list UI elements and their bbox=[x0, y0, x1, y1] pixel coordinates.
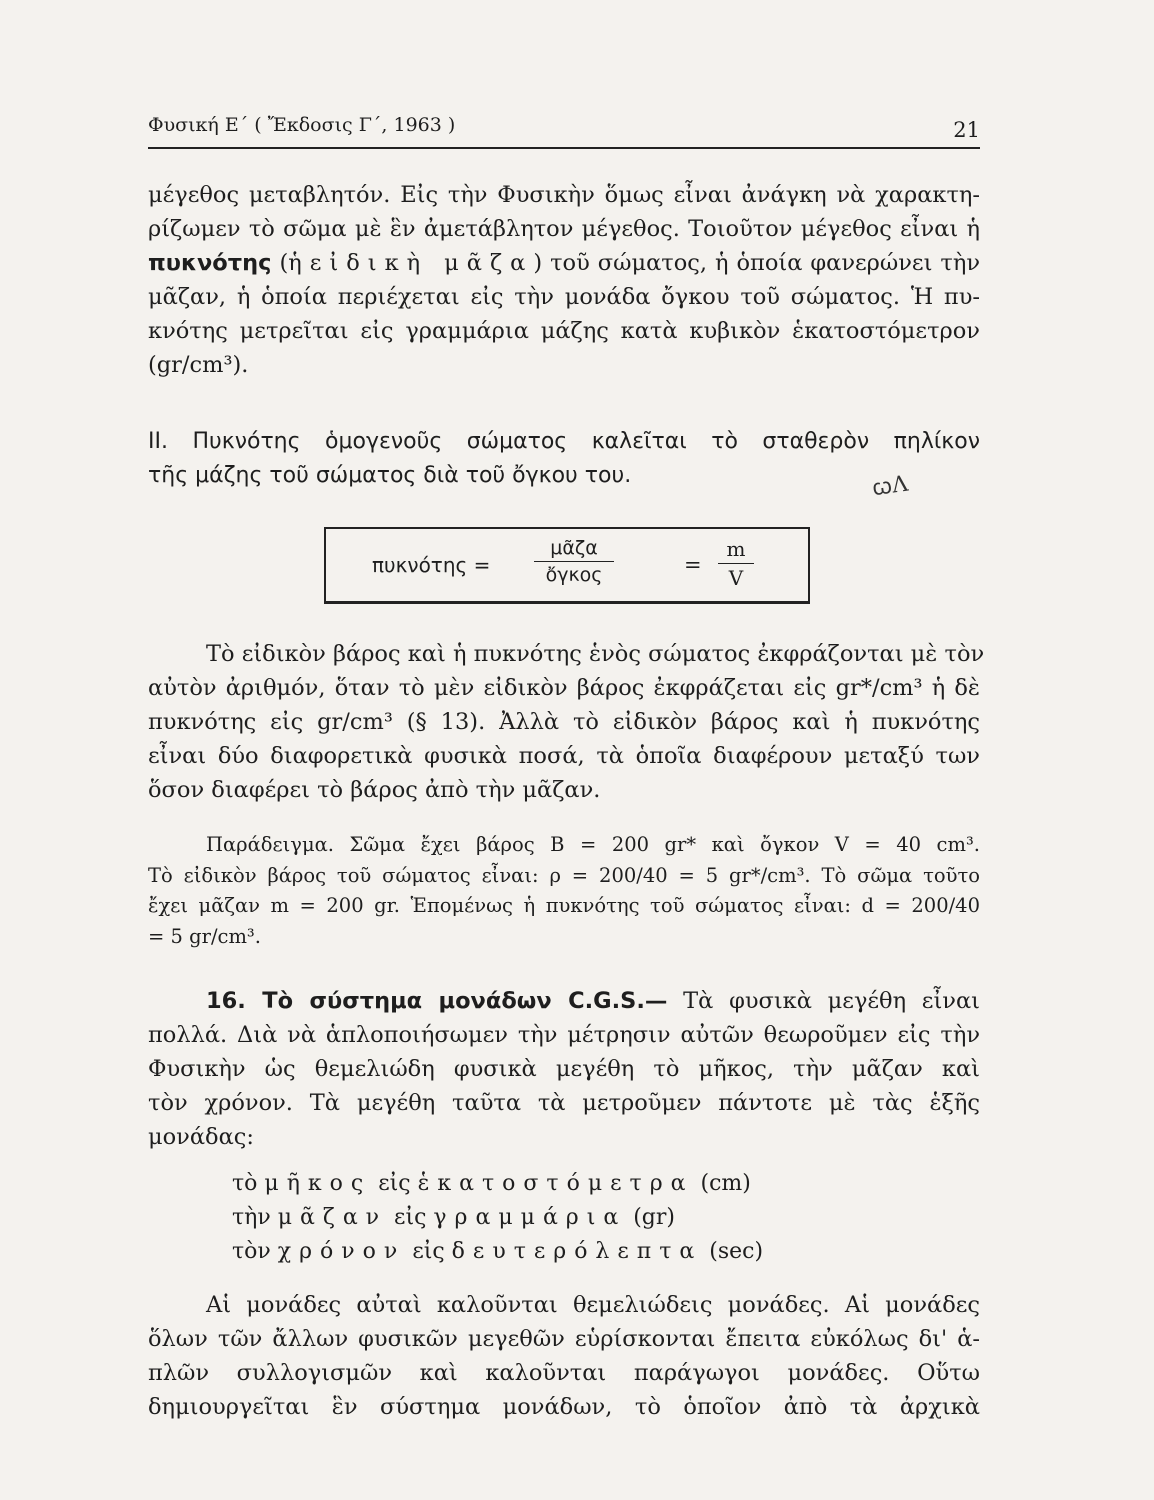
fraction-mass-volume bbox=[534, 537, 614, 586]
fraction-numerator: μᾶζα bbox=[550, 537, 598, 559]
equals-sign: = bbox=[684, 553, 702, 577]
text-line: δημιουργεῖται ἓν σύστημα μονάδων, τὸ ὁποῖον ἀπὸ τὰ ἀρχικὰ bbox=[148, 1394, 980, 1420]
text-line: πολλά. Διὰ νὰ ἁπλοποιήσωμεν τὴν μέτρησιν αὐτῶν θεωροῦμεν εἰς τὴν bbox=[148, 1022, 980, 1048]
text-line: ὅλων τῶν ἄλλων φυσικῶν μεγεθῶν εὑρίσκονται ἔπειτα εὐκόλως δι' ἁ- bbox=[148, 1326, 980, 1352]
text-fragment: Τὰ φυσικὰ μεγέθη εἶναι bbox=[683, 988, 980, 1014]
spaced-term: εἰδικὴ μᾶζα bbox=[309, 250, 534, 276]
text-line: πλῶν συλλογισμῶν καὶ καλοῦνται παράγωγοι μονάδες. Οὕτω bbox=[148, 1360, 980, 1386]
unit-name: γραμμάρια bbox=[433, 1205, 627, 1230]
section-heading-line bbox=[148, 984, 980, 1018]
density-formula-box bbox=[324, 527, 810, 604]
text-fragment: ) τοῦ σώματος, ἡ ὁποία φανερώνει τὴν bbox=[533, 250, 981, 276]
text-line: μέγεθος μεταβλητόν. Εἰς τὴν Φυσικὴν ὅμως εἶναι ἀνάγκη νὰ χαρακτη- bbox=[148, 182, 980, 208]
fraction-bar bbox=[718, 563, 754, 564]
text-line: Αἱ μονάδες αὐταὶ καλοῦνται θεμελιώδεις μονάδες. Αἱ μονάδες bbox=[206, 1292, 980, 1318]
text-line: ἔχει μᾶζαν m = 200 gr. Ἑπομένως ἡ πυκνότης τοῦ σώματος εἶναι: d = 200/40 bbox=[148, 894, 980, 917]
unit-prep: εἰς bbox=[378, 1171, 411, 1196]
handwritten-mark: ꞷΛ bbox=[870, 471, 910, 502]
page-number: 21 bbox=[953, 118, 980, 142]
text-line: μᾶζαν, ἡ ὁποία περιέχεται εἰς τὴν μονάδα ὄγκου τοῦ σώματος. Ἡ πυ- bbox=[148, 284, 980, 310]
text-line: κνότης μετρεῖται εἰς γραμμάρια μάζης κατὰ κυβικὸν ἑκατοστόμετρον bbox=[148, 318, 980, 344]
unit-symbol: (cm) bbox=[700, 1171, 751, 1196]
fraction-denominator: ὄγκος bbox=[545, 564, 603, 586]
unit-quantity: μῆκος bbox=[264, 1171, 372, 1196]
unit-row-length bbox=[232, 1167, 763, 1201]
text-line: (gr/cm³). bbox=[148, 352, 249, 378]
text-line bbox=[148, 246, 980, 280]
term-density: πυκνότης bbox=[148, 250, 272, 276]
running-header bbox=[148, 108, 980, 148]
text-line: Τὸ εἰδικὸν βάρος τοῦ σώματος εἶναι: ρ = 200/40 = 5 gr*/cm³. Τὸ σῶμα τοῦτο bbox=[148, 863, 980, 887]
text-line: Φυσικὴν ὡς θεμελιώδη φυσικὰ μεγέθη τὸ μῆκος, τὴν μᾶζαν καὶ bbox=[148, 1056, 980, 1082]
text-line: τὸν χρόνον. Τὰ μεγέθη ταῦτα τὰ μετροῦμεν πάντοτε μὲ τὰς ἑξῆς bbox=[148, 1090, 980, 1116]
text-line: μονάδας: bbox=[148, 1124, 254, 1150]
text-line: ρίζωμεν τὸ σῶμα μὲ ἓν ἀμετάβλητον μέγεθος. Τοιοῦτον μέγεθος εἶναι ἡ bbox=[148, 216, 980, 242]
text-line: Παράδειγμα. Σῶμα ἔχει βάρος B = 200 gr* καὶ ὄγκον V = 40 cm³. bbox=[206, 833, 980, 856]
text-line: Τὸ εἰδικὸν βάρος καὶ ἡ πυκνότης ἑνὸς σώματος ἐκφράζονται μὲ τὸν bbox=[206, 641, 985, 667]
unit-prep: εἰς bbox=[412, 1239, 445, 1264]
text-line: τῆς μάζης τοῦ σώματος διὰ τοῦ ὄγκου του. bbox=[148, 463, 632, 488]
text-line: = 5 gr/cm³. bbox=[148, 924, 261, 948]
header-rule bbox=[148, 147, 980, 149]
definition-rule bbox=[148, 425, 980, 493]
text-line: II. Πυκνότης ὁμογενοῦς σώματος καλεῖται τὸ σταθερὸν πηλίκον bbox=[148, 429, 980, 454]
unit-row-mass bbox=[232, 1201, 763, 1235]
unit-name: ἑκατοστόμετρα bbox=[417, 1171, 694, 1196]
example-paragraph bbox=[148, 830, 980, 952]
fraction-numerator: m bbox=[726, 537, 746, 561]
unit-row-time bbox=[232, 1235, 763, 1269]
unit-article: τὸν bbox=[232, 1239, 271, 1264]
unit-article: τὴν bbox=[232, 1205, 271, 1230]
text-line: αὐτὸν ἀριθμόν, ὅταν τὸ μὲν εἰδικὸν βάρος ἐκφράζεται εἰς gr*/cm³ ἡ δὲ bbox=[148, 675, 980, 701]
header-title: Φυσική Ε΄ ( Ἔκδοσις Γ΄, 1963 ) bbox=[148, 114, 456, 136]
unit-quantity: χρόνον bbox=[277, 1239, 406, 1264]
text-line: εἶναι δύο διαφορετικὰ φυσικὰ ποσά, τὰ ὁποῖα διαφέρουν μεταξύ των bbox=[148, 743, 980, 769]
text-line: πυκνότης εἰς gr/cm³ (§ 13). Ἀλλὰ τὸ εἰδικὸν βάρος καὶ ἡ πυκνότης bbox=[148, 709, 980, 735]
unit-name: δευτερόλεπτα bbox=[451, 1239, 703, 1264]
section-heading: 16. Τὸ σύστημα μονάδων C.G.S.— bbox=[206, 988, 668, 1014]
paragraph-fundamental-units bbox=[148, 1288, 980, 1424]
paragraph-specific-weight bbox=[148, 637, 985, 807]
section-16 bbox=[148, 984, 980, 1154]
fraction-denominator: V bbox=[728, 566, 744, 590]
text-line: ὅσον διαφέρει τὸ βάρος ἀπὸ τὴν μᾶζαν. bbox=[148, 777, 601, 803]
unit-prep: εἰς bbox=[394, 1205, 427, 1230]
unit-article: τὸ bbox=[232, 1171, 258, 1196]
units-list bbox=[232, 1167, 763, 1269]
text-fragment: (ἡ bbox=[279, 250, 302, 276]
fraction-bar bbox=[534, 561, 614, 562]
formula-lhs: πυκνότης = bbox=[372, 553, 491, 577]
unit-symbol: (sec) bbox=[709, 1239, 764, 1264]
unit-symbol: (gr) bbox=[633, 1205, 675, 1230]
fraction-m-v bbox=[718, 537, 754, 590]
unit-quantity: μᾶζαν bbox=[277, 1205, 388, 1230]
paragraph-density-intro bbox=[148, 178, 980, 382]
